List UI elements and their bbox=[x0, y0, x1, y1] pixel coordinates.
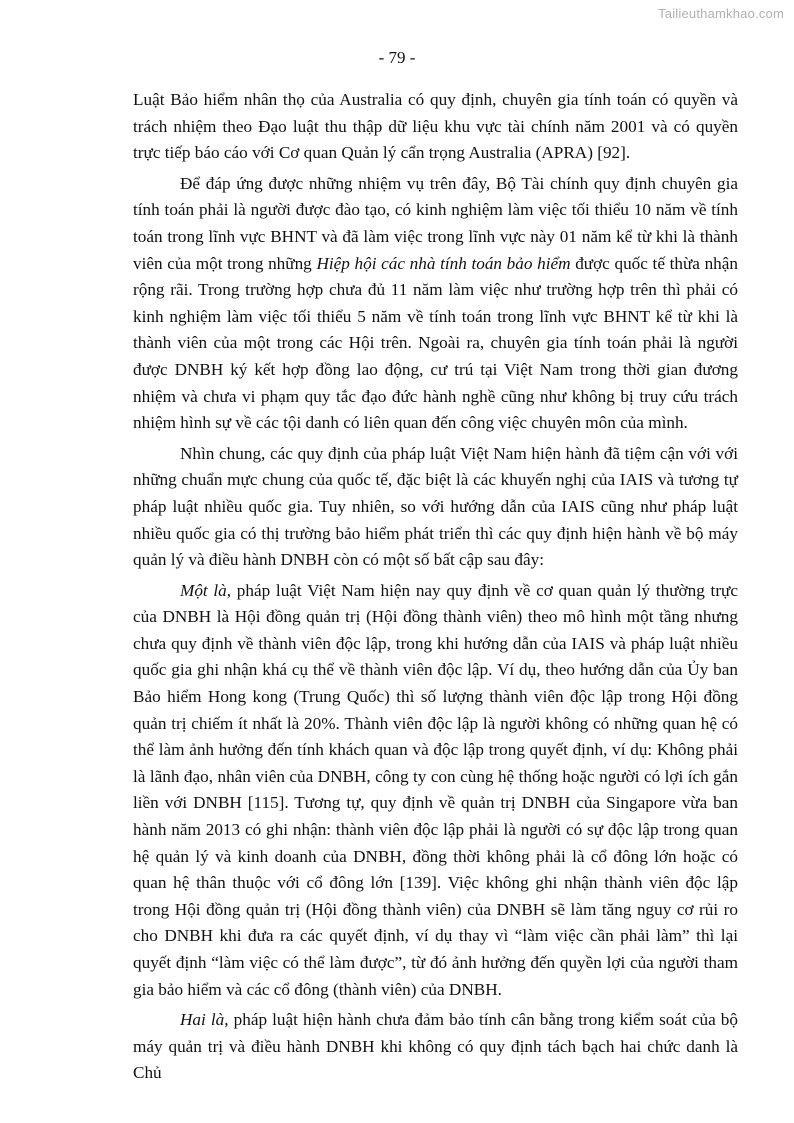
page-number: - 79 - bbox=[378, 48, 416, 67]
text-run: , pháp luật Việt Nam hiện nay quy định về cơ quan quản lý thường trực của DNBH là Hội đồng quản trị (Hội đồng thành viên) theo mô hình một tầng nhưng chưa quy định về thành viên độc lập, trong khi hướng dẫn của IAIS và pháp luật nhiều quốc gia ghi nhận khá cụ thể về thành viên độc lập. Ví dụ, theo hướng dẫn của Ủy ban Bảo hiểm Hong kong (Trung Quốc) thì số lượng thành viên độc lập trong Hội đồng quản trị chiếm ít nhất là 20%. Thành viên độc lập là người không có những quan hệ có thể làm ảnh hưởng đến tính khách quan và độc lập trong quyết định, ví dụ: Không phải là lãnh đạo, nhân viên của DNBH, công ty con cùng hệ thống hoặc người có lợi ích gắn liền với DNBH [115]. Tương tự, quy định về quản trị DNBH của Singapore vừa ban hành năm 2013 có ghi nhận: thành viên độc lập phải là người có sự độc lập trong quan hệ quản lý và kinh doanh của DNBH, đồng thời không phải là cổ đông lớn hoặc có quan hệ thân thuộc với cổ đông lớn [139]. Việc không ghi nhận thành viên độc lập trong Hội đồng quản trị (Hội đồng thành viên) của DNBH sẽ làm tăng nguy cơ rủi ro cho DNBH khi đưa ra các quyết định, ví dụ thay vì “làm việc cần phải làm” thì lại quyết định “làm việc có thể làm được”, từ đó ảnh hưởng đến quyền lợi của người tham gia bảo hiểm và các cổ đông (thành viên) của DNBH. bbox=[133, 580, 738, 999]
italic-text-run: Hai là bbox=[180, 1010, 225, 1030]
text-run: được quốc tế thừa nhận rộng rãi. Trong trường hợp chưa đủ 11 năm làm việc như trường hợp trên thì phải có kinh nghiệm làm việc tối thiểu 5 năm về tính toán trong lĩnh vực BHNT kể từ khi là thành viên của một trong các Hội trên. Ngoài ra, chuyên gia tính toán phải là người được DNBH ký kết hợp đồng lao động, cư trú tại Việt Nam trong thời gian đương nhiệm và chưa vi phạm quy tắc đạo đức hành nghề cũng như không bị truy cứu trách nhiệm hình sự về các tội danh có liên quan đến công việc chuyên môn của mình. bbox=[133, 253, 738, 433]
body-paragraph bbox=[133, 441, 738, 574]
watermark-text: Tailieuthamkhao.com bbox=[658, 6, 784, 21]
text-run: Luật Bảo hiểm nhân thọ của Australia có quy định, chuyên gia tính toán có quyền và trách nhiệm theo Đạo luật thu thập dữ liệu khu vực tài chính năm 2001 và có quyền trực tiếp báo cáo với Cơ quan Quản lý cẩn trọng Australia (APRA) [92]. bbox=[133, 90, 738, 163]
text-run: Nhìn chung, các quy định của pháp luật Việt Nam hiện hành đã tiệm cận với với những chuẩn mực chung của quốc tế, đặc biệt là các khuyến nghị của IAIS và tương tự pháp luật nhiều quốc gia. Tuy nhiên, so với hướng dẫn của IAIS cũng như pháp luật nhiều quốc gia có thị trường bảo hiểm phát triển thì các quy định hiện hành về bộ máy quản lý và điều hành DNBH còn có một số bất cập sau đây: bbox=[133, 443, 738, 570]
text-run: , pháp luật hiện hành chưa đảm bảo tính cân bằng trong kiểm soát của bộ máy quản trị và điều hành DNBH khi không có quy định tách bạch hai chức danh là Chủ bbox=[133, 1010, 738, 1083]
document-body bbox=[133, 87, 738, 1087]
body-paragraph bbox=[133, 1007, 738, 1087]
text-run: Để đáp ứng được những nhiệm vụ trên đây, Bộ Tài chính quy định chuyên gia tính toán phải là người được đào tạo, có kinh nghiệm làm việc tối thiểu 10 năm về tính toán trong lĩnh vực BHNT và đã làm việc trong lĩnh vực này 01 năm kể từ khi là thành viên của một trong những bbox=[133, 173, 738, 273]
italic-text-run: Hiệp hội các nhà tính toán bảo hiểm bbox=[316, 253, 571, 273]
body-paragraph bbox=[133, 87, 738, 167]
body-paragraph bbox=[133, 171, 738, 437]
italic-text-run: Một là bbox=[180, 580, 227, 600]
body-paragraph bbox=[133, 578, 738, 1004]
